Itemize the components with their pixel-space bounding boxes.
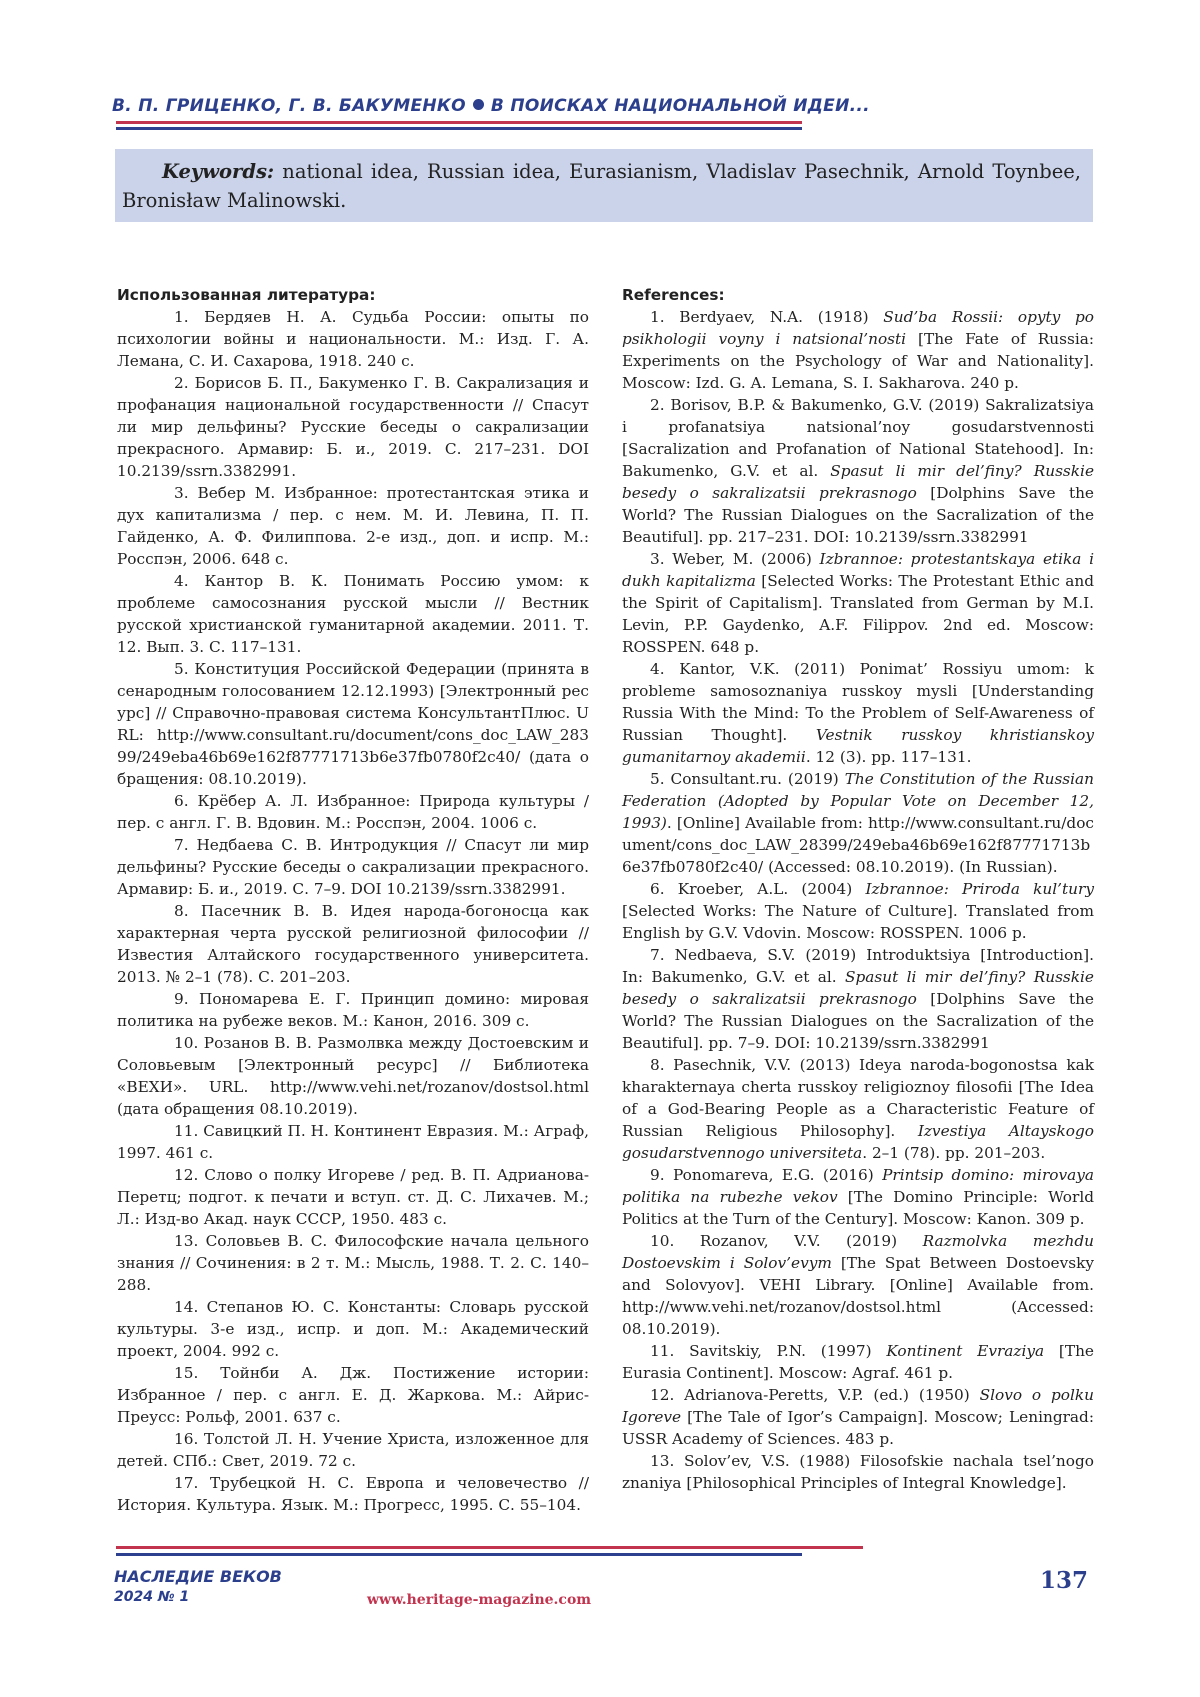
journal-issue: 2024 № 1 — [114, 1589, 190, 1605]
keywords-box — [115, 149, 1093, 222]
reference-text: . 12 (3). pp. 117–131. — [805, 748, 972, 766]
keywords-label: Keywords: — [162, 160, 275, 183]
reference-item — [622, 1230, 1094, 1340]
reference-item — [622, 1340, 1094, 1384]
reference-text: 13. Solov’ev, V.S. (1988) Filosofskie nachala tsel’nogo znaniya [Philosophical Principles of Integral Knowledge]. — [622, 1452, 1094, 1492]
reference-item: 16. Толстой Л. Н. Учение Христа, изложенное для детей. СПб.: Свет, 2019. 72 с. — [117, 1430, 589, 1470]
reference-text: 3. Weber, M. (2006) — [650, 550, 820, 568]
reference-item: 1. Бердяев Н. А. Судьба России: опыты по психологии войны и национальности. М.: Изд. Г. А. Лемана, С. И. Сахарова, 1918. 240 с. — [117, 308, 589, 370]
reference-text: 5. Consultant.ru. (2019) — [650, 770, 845, 788]
reference-title: Kontinent Evraziya — [886, 1342, 1045, 1360]
reference-item — [622, 1054, 1094, 1164]
reference-item: 11. Савицкий П. Н. Континент Евразия. М.: Аграф, 1997. 461 с. — [117, 1122, 589, 1162]
reference-item: 4. Кантор В. К. Понимать Россию умом: к проблеме самосознания русской мысли // Вестник русской христианской гуманитарной академии. 2011. Т. 12. Вып. 3. С. 117–131. — [117, 572, 589, 656]
reference-item: 8. Пасечник В. В. Идея народа-богоносца как характерная черта русской религиозной философии // Известия Алтайского государственного университета. 2013. № 2–1 (78). С. 201–203. — [117, 902, 589, 986]
reference-text: [The Spat Between Dostoevsky and Solovyov]. VEHI Library. [Online] Available from. http://www.vehi.net/rozanov/dostsol.html (Accessed: 08.10.2019). — [622, 1254, 1094, 1338]
reference-item: 7. Недбаева С. В. Интродукция // Спасут ли мир дельфины? Русские беседы о сакрализации прекрасного. Армавир: Б. и., 2019. С. 7–9. DOI 10.2139/ssrn.3382991. — [117, 836, 589, 898]
bullet-dot-icon — [473, 99, 484, 110]
reference-item: 10. Розанов В. В. Размолвка между Достоевским и Соловьевым [Электронный ресурс] // Библиотека «ВЕХИ». URL. http://www.vehi.net/rozanov/dostsol.html (дата обращения 08.10.2019). — [117, 1034, 589, 1118]
reference-text: 11. Savitskiy, P.N. (1997) — [650, 1342, 887, 1360]
english-references — [622, 284, 1094, 1494]
reference-item: 14. Степанов Ю. С. Константы: Словарь русской культуры. 3-е изд., испр. и доп. М.: Академический проект, 2004. 992 с. — [117, 1298, 589, 1360]
reference-item: 2. Борисов Б. П., Бакуменко Г. В. Сакрализация и профанация национальной государственности // Спасут ли мир дельфины? Русские беседы о сакрализации прекрасного. Армавир: Б. и., 2019. С. 217–231. DOI 10.2139/ssrn.3382991. — [117, 374, 589, 480]
reference-item: 17. Трубецкой Н. С. Европа и человечество // История. Культура. Язык. М.: Прогресс, 1995. С. 55–104. — [117, 1474, 589, 1514]
reference-text: [Dolphins Save the World? The Russian Dialogues on the Sacralization of the Beautiful]. pp. 217–231. DOI: 10.2139/ssrn.3382991 — [622, 484, 1094, 546]
footer-rule-blue — [116, 1553, 802, 1556]
reference-title: Razmolvka mezhdu Dostoevskim i Solov’evym — [622, 1232, 1094, 1272]
reference-item — [622, 944, 1094, 1054]
header-rule-red — [116, 121, 802, 124]
keywords-text: national idea, Russian idea, Eurasianism, Vladislav Pasechnik, Arnold Toynbee, Bronisław Malinowski. — [122, 160, 1081, 212]
reference-text: [Selected Works: The Protestant Ethic and the Spirit of Capitalism]. Translated from German by M.I. Levin, P.P. Gaydenko, A.F. Filippov. 2nd ed. Moscow: ROSSPEN. 648 p. — [622, 572, 1094, 656]
reference-item: 3. Вебер М. Избранное: протестантская этика и дух капитализма / пер. с нем. М. И. Левина, П. П. Гайденко, А. Ф. Филиппова. 2-е изд., доп. и испр. М.: Росспэн, 2006. 648 с. — [117, 484, 589, 568]
journal-title: НАСЛЕДИЕ ВЕКОВ — [114, 1567, 282, 1586]
reference-item — [622, 768, 1094, 878]
reference-text: [The Domino Principle: World Politics at the Turn of the Century]. Moscow: Kanon. 309 p. — [622, 1188, 1094, 1228]
reference-text: 8. Pasechnik, V.V. (2013) Ideya naroda-bogonostsa kak kharakternaya cherta russkoy religioznoy filosofii [The Idea of a God-Bearing People as a Characteristic Feature of Russian Religious Philosophy]. — [622, 1056, 1094, 1140]
reference-text: 12. Adrianova-Peretts, V.P. (ed.) (1950) — [650, 1386, 980, 1404]
reference-item: 12. Слово о полку Игореве / ред. В. П. Адрианова-Перетц; подгот. к печати и вступ. ст. Д. С. Лихачев. М.; Л.: Изд-во Акад. наук СССР, 1950. 483 с. — [117, 1166, 589, 1228]
running-head-authors: В. П. ГРИЦЕНКО, Г. В. БАКУМЕНКО — [112, 96, 466, 116]
reference-item — [622, 548, 1094, 658]
reference-item — [622, 658, 1094, 768]
reference-text: [The Tale of Igor’s Campaign]. Moscow; Leningrad: USSR Academy of Sciences. 483 p. — [622, 1408, 1094, 1448]
reference-title: Slovo o polku Igoreve — [622, 1386, 1095, 1426]
reference-title: Spasut li mir del’finy? Russkie besedy o sakralizatsii prekrasnogo — [622, 462, 1094, 502]
reference-text: 9. Ponomareva, E.G. (2016) — [650, 1166, 883, 1184]
reference-text: . 2–1 (78). pp. 201–203. — [862, 1144, 1046, 1162]
reference-title: Vestnik russkoy khristianskoy gumanitarnoy akademii — [622, 726, 1094, 766]
running-head — [112, 96, 870, 116]
reference-title: The Constitution of the Russian Federation (Adopted by Popular Vote on December 12, 1993) — [622, 770, 1095, 832]
footer-rule-red — [116, 1546, 863, 1549]
page-number: 137 — [1040, 1567, 1089, 1594]
english-references-heading: References: — [622, 286, 725, 304]
reference-item — [622, 1164, 1094, 1230]
reference-text: [The Fate of Russia: Experiments on the Psychology of War and Nationality]. Moscow: Izd. G. A. Lemana, S. I. Sakharova. 240 p. — [622, 330, 1094, 392]
reference-item — [622, 394, 1094, 548]
running-head-title: В ПОИСКАХ НАЦИОНАЛЬНОЙ ИДЕИ... — [490, 96, 870, 116]
reference-title: Izbrannoe: protestantskaya etika i dukh kapitalizma — [622, 550, 1094, 590]
reference-item — [622, 306, 1094, 394]
reference-item — [622, 878, 1094, 944]
reference-text: 4. Kantor, V.K. (2011) Ponimat’ Rossiyu umom: k probleme samosoznaniya russkoy mysli [Understanding Russia With the Mind: To the Problem of Self-Awareness of Russian Thought]. — [622, 660, 1094, 744]
reference-text: 1. Berdyaev, N.A. (1918) — [650, 308, 884, 326]
russian-references-heading: Использованная литература: — [117, 286, 376, 304]
reference-item: 15. Тойнби А. Дж. Постижение истории: Избранное / пер. с англ. Е. Д. Жаркова. М.: Айрис-Преусс: Рольф, 2001. 637 с. — [117, 1364, 589, 1426]
header-rule-blue — [116, 127, 802, 130]
reference-text: 7. Nedbaeva, S.V. (2019) Introduktsiya [Introduction]. In: Bakumenko, G.V. et al. — [622, 946, 1094, 986]
reference-title: Sud’ba Rossii: opyty po psikhologii voyny i natsional’nosti — [622, 308, 1094, 348]
journal-website-link[interactable]: www.heritage-magazine.com — [367, 1592, 592, 1608]
reference-title: Printsip domino: mirovaya politika na rubezhe vekov — [622, 1166, 1094, 1206]
reference-item: 6. Крёбер А. Л. Избранное: Природа культуры / пер. с англ. Г. В. Вдовин. М.: Росспэн, 2004. 1006 с. — [117, 792, 589, 832]
reference-text: [The Eurasia Continent]. Moscow: Agraf. 461 p. — [622, 1342, 1094, 1382]
russian-references — [117, 284, 589, 1516]
reference-text: . [Online] Available from: http://www.consultant.ru/document/cons_doc_LAW_28399/249eba46b69e162f87771713b6e37fb0780f2c40/ (Accessed: 08.10.2019). (In Russian). — [622, 814, 1094, 876]
reference-text: 6. Kroeber, A.L. (2004) — [650, 880, 866, 898]
reference-title: Izvestiya Altayskogo gosudarstvennogo universiteta — [622, 1122, 1094, 1162]
reference-title: Izbrannoe: Priroda kul’tury — [865, 880, 1094, 898]
reference-text: 10. Rozanov, V.V. (2019) — [650, 1232, 923, 1250]
reference-item: 9. Пономарева Е. Г. Принцип домино: мировая политика на рубеже веков. М.: Канон, 2016. 309 с. — [117, 990, 589, 1030]
reference-item: 5. Конституция Российской Федерации (принята всенародным голосованием 12.12.1993) [Электронный ресурс] // Справочно-правовая система КонсультантПлюс. URL: http://www.consultant.ru/document/cons_doc_LAW_28399/249eba46b69e162f87771713b6e37fb0780f2c40/ (дата обращения: 08.10.2019). — [117, 660, 589, 788]
reference-text: [Selected Works: The Nature of Culture]. Translated from English by G.V. Vdovin. Moscow: ROSSPEN. 1006 p. — [622, 902, 1094, 942]
reference-item: 13. Соловьев В. С. Философские начала цельного знания // Сочинения: в 2 т. М.: Мысль, 1988. Т. 2. С. 140–288. — [117, 1232, 589, 1294]
reference-item — [622, 1384, 1094, 1450]
reference-title: Spasut li mir del’finy? Russkie besedy o sakralizatsii prekrasnogo — [622, 968, 1094, 1008]
reference-item — [622, 1450, 1094, 1494]
reference-text: [Dolphins Save the World? The Russian Dialogues on the Sacralization of the Beautiful]. pp. 7–9. DOI: 10.2139/ssrn.3382991 — [622, 990, 1094, 1052]
reference-text: 2. Borisov, B.P. & Bakumenko, G.V. (2019) Sakralizatsiya i profanatsiya natsional’noy gosudarstvennosti [Sacralization and Profanation of National Statehood]. In: Bakumenko, G.V. et al. — [622, 396, 1094, 480]
